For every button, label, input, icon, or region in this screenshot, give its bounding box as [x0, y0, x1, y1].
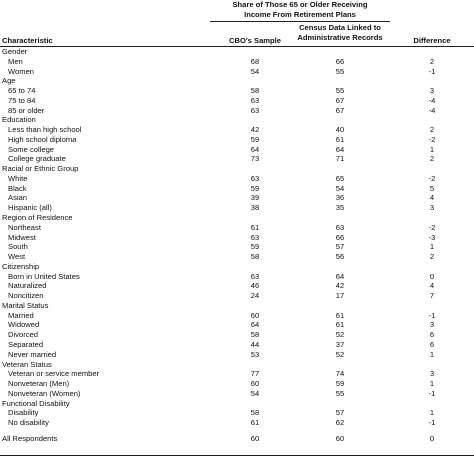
cbo-sample-value: 60 [250, 433, 260, 443]
table-group-row [0, 47, 474, 57]
bottom-rule [0, 455, 474, 456]
cbo-sample-value: 54 [250, 66, 260, 76]
cbo-sample-value: 63 [250, 95, 260, 105]
table-row [0, 135, 474, 145]
census-value: 66 [335, 232, 345, 242]
cbo-sample-value: 61 [250, 418, 260, 428]
row-label: Education [2, 115, 36, 125]
group-header [210, 0, 390, 20]
table-group-row [0, 213, 474, 223]
cbo-sample-value: 58 [250, 252, 260, 262]
census-value: 37 [335, 339, 345, 349]
cbo-sample-value: 61 [250, 222, 260, 232]
row-label: Noncitizen [8, 291, 44, 301]
row-label: Citizenship [2, 261, 40, 271]
table-row [0, 418, 474, 428]
table-row [0, 291, 474, 301]
cbo-sample-value: 42 [250, 125, 260, 135]
table-row [0, 379, 474, 389]
row-label: Functional Disability [2, 398, 70, 408]
row-label: Disability [8, 408, 39, 418]
difference-value: 2 [429, 125, 435, 135]
difference-value: 1 [429, 349, 435, 359]
table-group-row [0, 262, 474, 272]
difference-value: 4 [429, 193, 435, 203]
cbo-sample-value: 64 [250, 144, 260, 154]
cbo-sample-value: 53 [250, 349, 260, 359]
table-row [0, 86, 474, 96]
row-label: College graduate [8, 154, 66, 164]
group-header-rule [210, 21, 390, 22]
row-label: Nonveteran (Women) [8, 388, 81, 398]
row-label: Gender [2, 47, 28, 56]
difference-value: 3 [429, 320, 435, 330]
census-value: 59 [335, 379, 345, 389]
table-body [0, 47, 474, 444]
cbo-sample-value: 39 [250, 193, 260, 203]
difference-value: -4 [428, 105, 436, 115]
row-label: Never married [8, 349, 57, 359]
column-header-census [290, 23, 390, 43]
cbo-sample-value: 77 [250, 369, 260, 379]
table-row [0, 252, 474, 262]
difference-value: 3 [429, 86, 435, 96]
difference-value: 3 [429, 203, 435, 213]
difference-value: -1 [428, 418, 436, 428]
cbo-sample-value: 44 [250, 339, 260, 349]
row-label: 65 to 74 [8, 86, 36, 96]
table-row [0, 67, 474, 77]
census-value: 63 [335, 222, 345, 232]
census-value: 60 [335, 433, 345, 443]
cbo-sample-value: 63 [250, 105, 260, 115]
row-label: West [8, 252, 26, 262]
census-value: 55 [335, 388, 345, 398]
difference-value: -2 [428, 134, 436, 144]
column-header-difference: Difference [413, 36, 451, 45]
row-label: Born in United States [8, 271, 80, 281]
table-row [0, 369, 474, 379]
table-row [0, 203, 474, 213]
difference-value: 2 [429, 56, 435, 66]
table-row [0, 193, 474, 203]
difference-value: 0 [429, 433, 435, 443]
difference-value: 3 [429, 369, 435, 379]
table-group-row [0, 76, 474, 86]
census-value: 52 [335, 349, 345, 359]
column-header-census-line1: Census Data Linked to [299, 23, 381, 32]
row-label: Women [8, 66, 35, 76]
cbo-sample-value: 59 [250, 183, 260, 193]
cbo-sample-value: 46 [250, 281, 260, 291]
table-row [0, 57, 474, 67]
table-row [0, 223, 474, 233]
difference-value: -3 [428, 232, 436, 242]
row-label: Less than high school [8, 125, 82, 135]
row-label: Men [8, 56, 23, 66]
table-group-row [0, 434, 474, 444]
row-label: Black [8, 183, 27, 193]
difference-value: -1 [428, 310, 436, 320]
table-group-row [0, 164, 474, 174]
cbo-sample-value: 63 [250, 232, 260, 242]
column-header-characteristic: Characteristic [2, 36, 53, 45]
row-label: Midwest [8, 232, 36, 242]
difference-value: 5 [429, 183, 435, 193]
census-value: 64 [335, 271, 345, 281]
difference-value: -4 [428, 95, 436, 105]
row-label: Northeast [8, 222, 41, 232]
table-row [0, 281, 474, 291]
difference-value: 4 [429, 281, 435, 291]
cbo-sample-value: 63 [250, 173, 260, 183]
census-value: 71 [335, 154, 345, 164]
cbo-sample-value: 63 [250, 271, 260, 281]
census-value: 62 [335, 418, 345, 428]
row-label: Nonveteran (Men) [8, 379, 70, 389]
row-label: High school diploma [8, 134, 77, 144]
row-label: Separated [8, 339, 44, 349]
census-value: 64 [335, 144, 345, 154]
table-row [0, 125, 474, 135]
census-value: 74 [335, 369, 345, 379]
table-row [0, 340, 474, 350]
census-value: 55 [335, 66, 345, 76]
difference-value: 1 [429, 144, 435, 154]
table-row [0, 408, 474, 418]
census-value: 52 [335, 330, 345, 340]
census-value: 42 [335, 281, 345, 291]
cbo-sample-value: 58 [250, 330, 260, 340]
row-label: Asian [8, 193, 27, 203]
census-value: 61 [335, 320, 345, 330]
row-label: Naturalized [8, 281, 47, 291]
difference-value: -1 [428, 66, 436, 76]
census-value: 67 [335, 95, 345, 105]
row-label: Marital Status [2, 300, 49, 310]
cbo-sample-value: 24 [250, 291, 260, 301]
difference-value: 6 [429, 339, 435, 349]
difference-value: 1 [429, 408, 435, 418]
row-label: Region of Residence [2, 213, 73, 223]
row-label: Veteran Status [2, 359, 52, 369]
difference-value: 1 [429, 242, 435, 252]
row-label: Widowed [8, 320, 40, 330]
row-label: White [8, 173, 28, 183]
group-header-line1: Share of Those 65 or Older Receiving [232, 0, 368, 9]
census-value: 40 [335, 125, 345, 135]
row-label: Age [2, 76, 16, 86]
column-header-census-line2: Administrative Records [297, 33, 383, 42]
difference-value: 7 [429, 291, 435, 301]
table-row [0, 145, 474, 155]
row-label: 85 or older [8, 105, 45, 115]
table-row [0, 311, 474, 321]
row-label: All Respondents [2, 433, 58, 443]
census-value: 65 [335, 173, 345, 183]
row-label: Veteran or service member [8, 369, 100, 379]
cbo-sample-value: 58 [250, 86, 260, 96]
census-value: 61 [335, 310, 345, 320]
table-row [0, 330, 474, 340]
census-value: 35 [335, 203, 345, 213]
table-row [0, 174, 474, 184]
cbo-sample-value: 60 [250, 379, 260, 389]
row-label: Some college [8, 144, 55, 154]
difference-value: -2 [428, 222, 436, 232]
table-row [0, 106, 474, 116]
difference-value: 2 [429, 252, 435, 262]
row-label: Married [8, 310, 34, 320]
cbo-sample-value: 38 [250, 203, 260, 213]
cbo-sample-value: 73 [250, 154, 260, 164]
row-label: Racial or Ethnic Group [2, 164, 79, 174]
census-value: 57 [335, 242, 345, 252]
cbo-sample-value: 54 [250, 388, 260, 398]
cbo-sample-value: 68 [250, 56, 260, 66]
difference-value: 2 [429, 154, 435, 164]
difference-value: -2 [428, 173, 436, 183]
census-value: 54 [335, 183, 345, 193]
census-value: 61 [335, 134, 345, 144]
difference-value: 0 [429, 271, 435, 281]
cbo-sample-value: 60 [250, 310, 260, 320]
difference-value: 1 [429, 379, 435, 389]
table-row [0, 242, 474, 252]
row-label: 75 to 84 [8, 95, 36, 105]
table-group-row [0, 115, 474, 125]
census-value: 17 [335, 291, 345, 301]
census-value: 66 [335, 56, 345, 66]
table-row [0, 389, 474, 399]
row-label: Divorced [8, 330, 38, 340]
table-row [0, 272, 474, 282]
table-row [0, 233, 474, 243]
row-label: Hispanic (all) [8, 203, 52, 213]
cbo-sample-value: 59 [250, 134, 260, 144]
census-value: 36 [335, 193, 345, 203]
table-group-row [0, 399, 474, 409]
census-value: 55 [335, 86, 345, 96]
table-row [0, 184, 474, 194]
column-header-cbo-sample: CBO's Sample [228, 36, 282, 45]
table-group-row [0, 360, 474, 370]
cbo-sample-value: 64 [250, 320, 260, 330]
table-group-row [0, 301, 474, 311]
difference-value: 6 [429, 330, 435, 340]
census-value: 57 [335, 408, 345, 418]
difference-value: -1 [428, 388, 436, 398]
row-label: No disability [8, 418, 49, 428]
row-label: South [8, 242, 28, 252]
table-row [0, 96, 474, 106]
census-value: 67 [335, 105, 345, 115]
census-value: 56 [335, 252, 345, 262]
table-row [0, 320, 474, 330]
group-header-line2: Income From Retirement Plans [244, 10, 356, 19]
cbo-sample-value: 59 [250, 242, 260, 252]
table-row [0, 154, 474, 164]
table-row [0, 350, 474, 360]
cbo-sample-value: 58 [250, 408, 260, 418]
